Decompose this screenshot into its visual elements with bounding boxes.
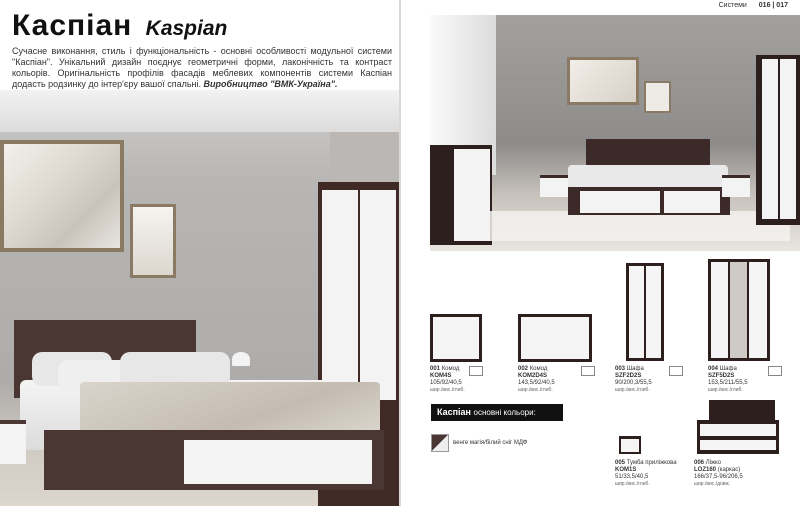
- product-image-005: [619, 436, 641, 454]
- color-swatch-label: венге магія/білий сніг МДФ: [453, 440, 528, 446]
- page-header: [719, 2, 788, 9]
- dresser: [430, 145, 492, 245]
- product-001: 001 Комод KOM4S 105/92/40,5 шир./вис./глиб.: [430, 366, 465, 393]
- lamp: [232, 352, 250, 366]
- wall-painting-small: [130, 204, 176, 278]
- wall-painting: [567, 57, 639, 105]
- product-image-006: [709, 400, 775, 422]
- product-image-002: [518, 314, 592, 362]
- dimension-diagram-004: [768, 366, 782, 376]
- ceiling-cornice: [0, 90, 399, 132]
- nightstand: [0, 420, 26, 464]
- section-label: Системи: [718, 2, 747, 9]
- wardrobe: [756, 55, 800, 225]
- product-image-004: [708, 259, 770, 361]
- page-numbers: 016 | 017: [758, 2, 788, 9]
- title-latin: Kaspian: [145, 17, 228, 40]
- left-page: [0, 0, 399, 506]
- wall-painting-large: [0, 140, 124, 252]
- rug: [490, 211, 790, 241]
- color-swatch: [431, 434, 449, 452]
- bed-frame: [44, 430, 384, 490]
- intro-text: Сучасне виконання, стиль і функціональність - основні особливості модульної системи "Каспіан". Унікальний дизайн поєднує геометричні форми, лаконічність та контраст кольорів. Оригінальність профілів фасадів меблевих компонентів системи Каспіан додасть родзинку до інтер'єру вашої спальні.: [12, 46, 392, 89]
- wall-painting-small: [644, 81, 671, 113]
- product-003: 003 Шафа SZF2D2S 90/200,3/55,5 шир./вис./глиб.: [615, 366, 652, 393]
- room-photo: [430, 15, 800, 251]
- nightstand: [722, 175, 750, 197]
- title-cyrillic: Каспіан: [12, 9, 133, 42]
- product-002: 002 Комод KOM2D4S 143,5/92/40,5 шир./вис./глиб.: [518, 366, 555, 393]
- colors-heading: Каспіан основні кольори:: [431, 404, 563, 421]
- bed-frame: [568, 187, 730, 215]
- product-image-003: [626, 263, 664, 361]
- producer-text: Виробництво "ВМК-Україна".: [203, 79, 338, 89]
- right-page: [401, 0, 800, 506]
- product-006: 006 Ліжко LOZ160 (каркас) 166/37,5-96/206,5 шир./вис./довж.: [694, 460, 743, 487]
- product-image-001: [430, 314, 482, 362]
- page-title: [12, 9, 227, 43]
- nightstand: [540, 175, 568, 197]
- bedroom-photo: [0, 90, 399, 506]
- product-004: 004 Шафа SZF5D2S 153,5/211/55,5 шир./вис./глиб.: [708, 366, 748, 393]
- product-image-006-frame: [697, 420, 779, 454]
- intro-paragraph: [12, 46, 392, 90]
- dimension-diagram-003: [669, 366, 683, 376]
- product-005: 005 Тумба приліжкова KOM1S 51/33,5/40,5 шир./вис./глиб.: [615, 460, 677, 487]
